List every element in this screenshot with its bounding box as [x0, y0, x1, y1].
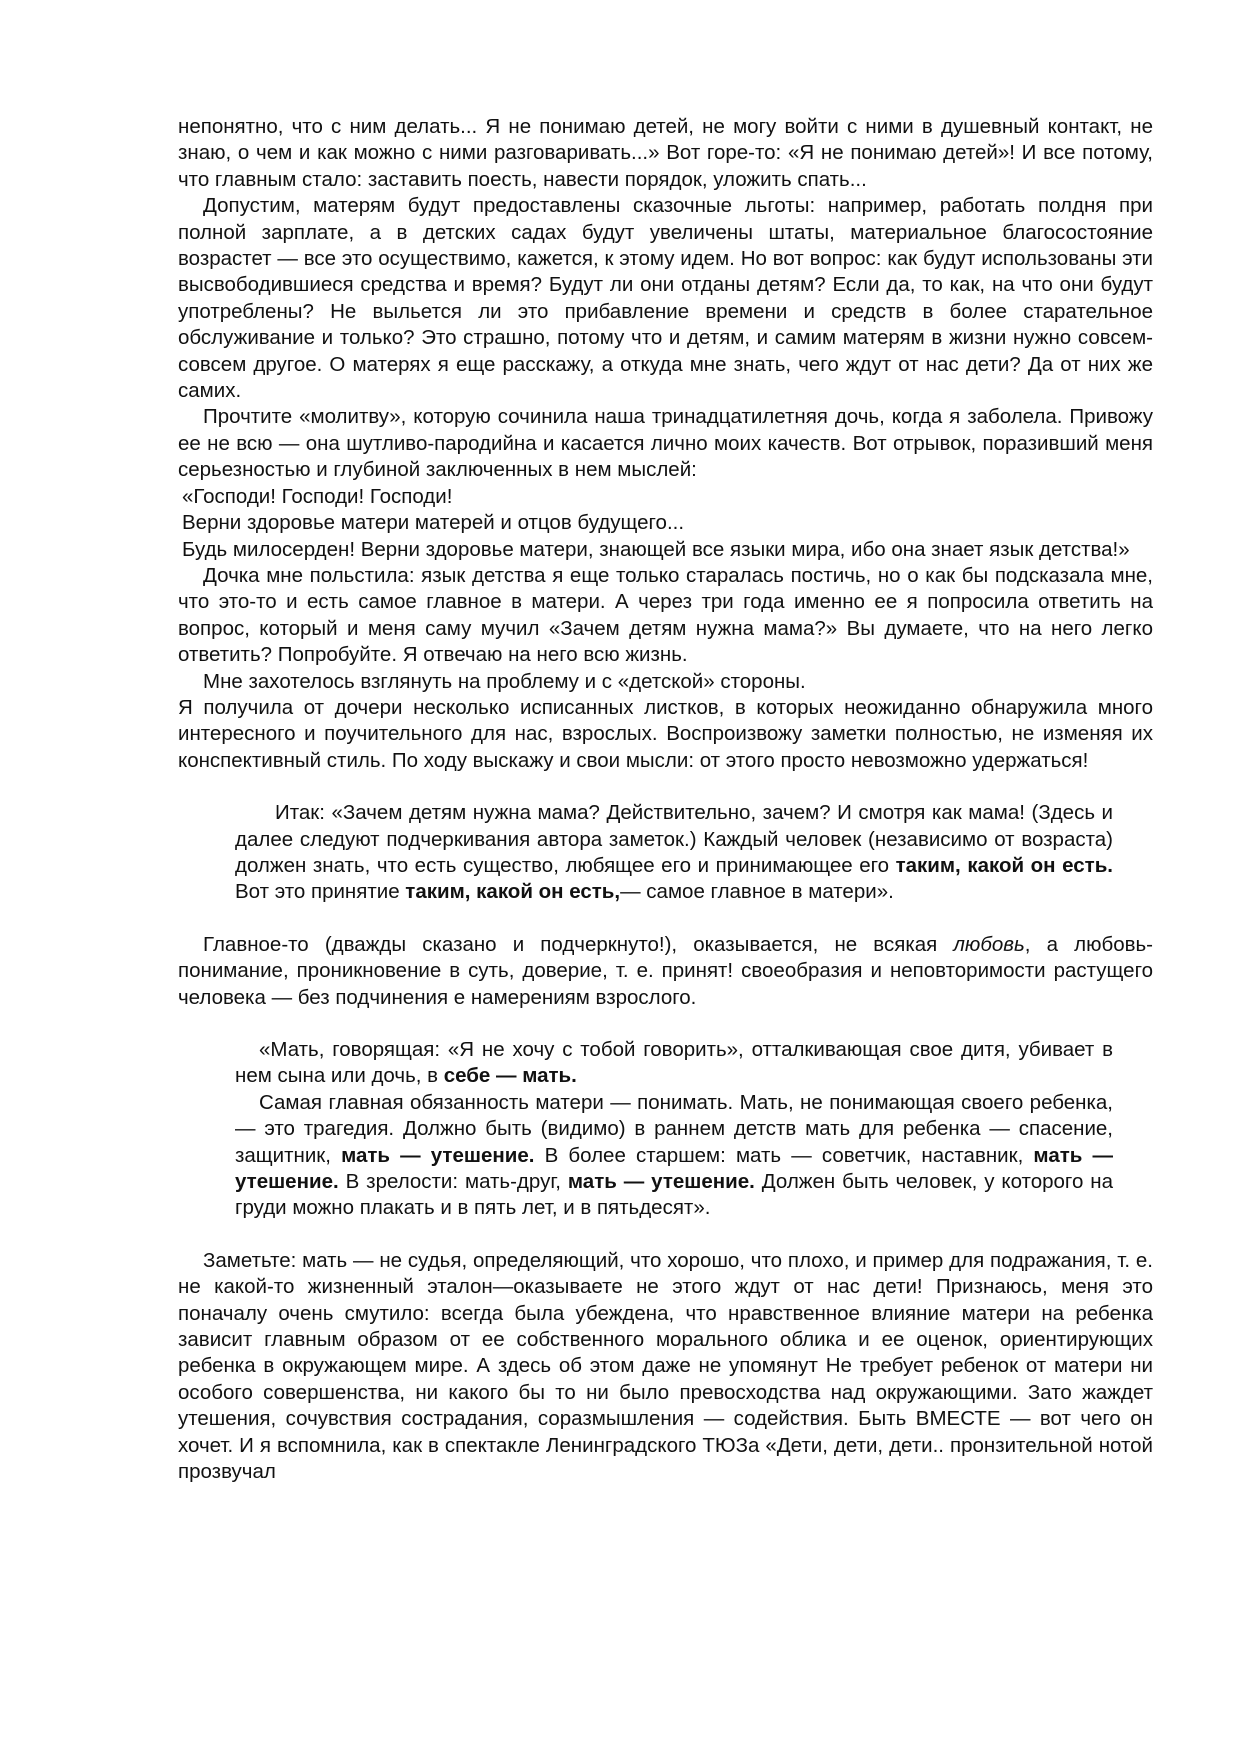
quote-2-bold: себе — мать. — [443, 1064, 577, 1088]
quote-1-text-b: Вот это принятие — [235, 880, 406, 904]
paragraph-2: Допустим, матерям будут предоставлены сказочные льготы: например, работать полдня при полной зарплате, а в детских садах будут увеличены штаты, материальное благосостояние возрастет — все это осуществимо, кажется, к этому идем. Но вот вопрос: как будут использованы эти высвободившиеся средства и время? Будут ли они отданы детям? Если да, то как, на что они будут употреблены? Не выльется ли это прибавление времени и средств в более старательное обслуживание и только? Это страшно, потому что и детям, и самим матерям в жизни нужно совсем-совсем другое. О матерях я еще расскажу, а откуда мне знать, чего ждут от нас дети? Да от них же самих. — [178, 194, 1153, 403]
quote-3-text-b: В более старшем: мать — советчик, наставник, — [534, 1143, 1034, 1167]
paragraph-5: Мне захотелось взглянуть на проблему и с «детской» стороны. — [203, 669, 806, 693]
quote-1-bold-a: таким, какой он есть. — [895, 853, 1113, 877]
quote-3-text-c: В зрелости: мать-друг, — [338, 1170, 568, 1194]
paragraph-8: Заметьте: мать — не судья, определяющий, что хорошо, что плохо, и пример для подражания, т. е. не какой-то жизненный эталон—оказываете не этого ждут от нас дети! Признаюсь, меня это поначалу очень смутило: всегда была убеждена, что нравственное влияние матери на ребенка зависит главным образом от ее собственного морального облика и ее оценок, ориентирующих ребенка в окружающем мире. А здесь об этом даже не упомянут Не требует ребенок от матери ни особого совершенства, ни какого бы то ни было превосходства над окружающими. Зато жаждет утешения, сочувствия сострадания, соразмышления — содействия. Быть ВМЕСТЕ — вот чего он хочет. И я вспомнила, как в спектакле Ленинградского ТЮЗа «Дети, дети, дети.. пронзительной нотой прозвучал — [178, 1248, 1153, 1484]
paragraph-1: непонятно, что с ним делать... Я не понимаю детей, не могу войти с ними в душевный контакт, не знаю, о чем и как можно с ними разговаривать...» Вот горе-то: «Я не понимаю детей»! И все потому, что главным стало: заставить поесть, навести порядок, уложить спать... — [178, 115, 1153, 191]
paragraph-7-text-a: Главное-то (дважды сказано и подчеркнуто!), оказывается, не всякая — [203, 932, 954, 956]
quote-3-text-d: Должен быть человек, у которого на груди можно плакать и в пять лет, и в пятьдесят». — [235, 1170, 1113, 1220]
quote-3-bold-c: мать — утешение. — [567, 1170, 755, 1194]
quote-1-paragraph — [235, 800, 1113, 906]
spacer — [178, 1222, 1153, 1248]
spacer — [178, 906, 1153, 932]
quote-3-bold-b: мать — утешение. — [235, 1143, 1113, 1194]
quote-block-1 — [235, 800, 1113, 906]
paragraph-6: Я получила от дочери несколько исписанных листков, в которых неожиданно обнаружила много интересного и поучительного для нас, взрослых. Воспроизвожу заметки полностью, не изменяя их конспективный стиль. По ходу выскажу и свои мысли: от этого просто невозможно удержаться! — [178, 695, 1153, 772]
paragraph-7-text-b: , а любовь-понимание, проникновение в суть, доверие, т. е. принят! своеобразия и неповторимости растущего человека — без подчинения е намерениям взрослого. — [178, 932, 1153, 1009]
quote-block-2 — [235, 1037, 1113, 1222]
quote-1-text-c: — самое главное в матери». — [620, 880, 894, 904]
quote-2-paragraph — [235, 1037, 1113, 1090]
spacer — [178, 1011, 1153, 1037]
paragraph-7 — [178, 932, 1153, 1011]
quote-3-bold-a: мать — утешение. — [341, 1143, 535, 1167]
spacer — [178, 774, 1153, 800]
prayer-line-3: Будь милосерден! Верни здоровье матери, знающей все языки мира, ибо она знает язык детства!» — [182, 537, 1130, 561]
paragraph-7-italic: любовь — [953, 932, 1025, 956]
paragraph-4: Дочка мне польстила: язык детства я еще только старалась постичь, но о как бы подсказала мне, что это-то и есть самое главное в матери. А через три года именно ее я попросила ответить на вопрос, который и меня саму мучил «Зачем детям нужна мама?» Вы думаете, что на него легко ответить? Попробуйте. Я отвечаю на него всю жизнь. — [178, 563, 1153, 667]
prayer-line-2: Верни здоровье матери матерей и отцов будущего... — [182, 511, 685, 535]
document-page — [178, 114, 1153, 1486]
paragraph-3: Прочтите «молитву», которую сочинила наша тринадцатилетняя дочь, когда я заболела. Привожу ее не всю — она шутливо-пародийна и касается лично моих качеств. Вот отрывок, поразивший меня серьезностью и глубиной заключенных в нем мыслей: — [178, 405, 1153, 482]
quote-1-text-a: Итак: «Зачем детям нужна мама? Действительно, зачем? И смотря как мама! (Здесь и далее следуют подчеркивания автора заметок.) Каждый человек (независимо от возраста) должен знать, что есть существо, любящее его и принимающее его — [235, 801, 1113, 877]
quote-3-paragraph — [235, 1090, 1113, 1222]
quote-3-text-a: Самая главная обязанность матери — понимать. Мать, не понимающая своего ребенка,— это трагедия. Должно быть (видимо) в раннем детств мать для ребенка — спасение, защитник, — [235, 1090, 1113, 1167]
quote-1-bold-b: таким, какой он есть, — [405, 880, 621, 904]
prayer-line-1: «Господи! Господи! Господи! — [182, 484, 453, 508]
quote-2-text-a: «Мать, говорящая: «Я не хочу с тобой говорить», отталкивающая свое дитя, убивает в нем сына или дочь, в — [235, 1038, 1113, 1088]
